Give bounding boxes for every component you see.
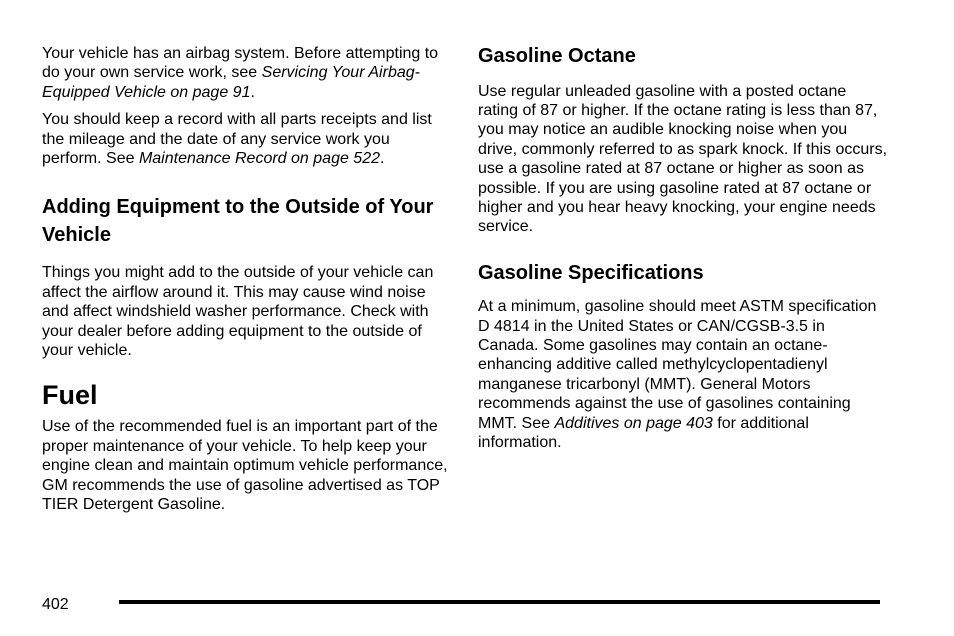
- left-column: [42, 44, 452, 515]
- fuel-paragraph: Use of the recommended fuel is an important part of the proper maintenance of your vehicle. To help keep your engine clean and maintain optimum vehicle performance, GM recommends the use of gasoline advertised as TOP TIER Detergent Gasoline.: [42, 418, 448, 514]
- airbag-paragraph: [42, 44, 442, 102]
- specifications-heading: Gasoline Specifications: [478, 261, 704, 284]
- octane-paragraph: Use regular unleaded gasoline with a posted octane rating of 87 or higher. If the octane rating is less than 87, you may notice an audible knocking noise when you drive, commonly referred to as spark knock. If this occurs, use a gasoline rated at 87 octane or higher as soon as possible. If you are using gasoline rated at 87 octane or higher and you hear heavy knocking, your engine needs service.: [478, 82, 888, 236]
- records-paragraph: [42, 110, 442, 168]
- records-tail: .: [380, 150, 385, 168]
- right-column: [478, 44, 888, 453]
- additives-reference-link[interactable]: Additives on page 403: [554, 414, 713, 432]
- equipment-paragraph: Things you might add to the outside of your vehicle can affect the airflow around it. This may cause wind noise and affect windshield washer performance. Check with your dealer before adding equipment to the outside of your vehicle.: [42, 264, 434, 360]
- maintenance-record-link[interactable]: Maintenance Record on page 522: [138, 150, 380, 168]
- specifications-paragraph: [478, 297, 888, 452]
- airbag-tail: .: [250, 83, 255, 101]
- specifications-text: At a minimum, gasoline should meet ASTM specification D 4814 in the United States or CAN/CGSB-3.5 in Canada. Some gasolines may contain an octane-enhancing additive called methylcyclopentadienyl manganese tricarbonyl (MMT). General Motors recommends against the use of gasolines containing MMT. See: [478, 298, 877, 432]
- specifications-tail: for additional information.: [478, 414, 809, 452]
- equipment-heading: Adding Equipment to the Outside of Your Vehicle: [42, 196, 434, 246]
- fuel-heading: Fuel: [42, 380, 98, 411]
- airbag-reference-link[interactable]: Servicing Your Airbag-Equipped Vehicle on page 91: [42, 64, 420, 101]
- airbag-text: Your vehicle has an airbag system. Before attempting to do your own service work, see: [42, 45, 439, 82]
- octane-heading: Gasoline Octane: [478, 45, 636, 67]
- footer-rule: [119, 600, 880, 604]
- page-number: 402: [42, 596, 69, 613]
- records-text: You should keep a record with all parts receipts and list the mileage and the date of any service work you perform. See: [42, 111, 432, 168]
